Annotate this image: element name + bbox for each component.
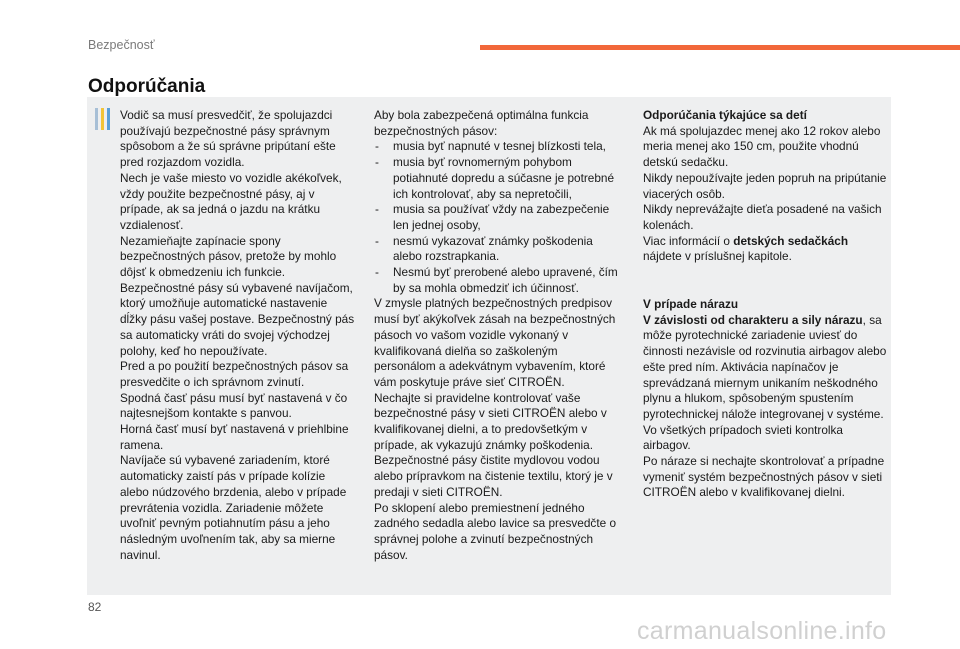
list-item: - musia byť napnuté v tesnej blízkosti tela, <box>375 139 606 154</box>
children-heading: Odporúčania týkajúce sa detí <box>643 108 807 122</box>
paragraph: Nechajte si pravidelne kontrolovať vaše bezpečnostné pásy v sieti CITROËN alebo v kvalifikovanej dielni, a to predovšetkým v prípade, ak vykazujú známky poškodenia. <box>374 390 607 452</box>
paragraph: Bezpečnostné pásy čistite mydlovou vodou alebo prípravkom na čistenie textilu, ktorý je v predaji v sieti CITROËN. <box>374 453 613 499</box>
paragraph: Vo všetkých prípadoch svieti kontrolka airbagov. <box>643 422 843 453</box>
list-item: - musia sa používať vždy na zabezpečenie len jednej osoby, <box>375 202 610 232</box>
paragraph: Bezpečnostné pásy sú vybavené navíjačom, ktorý umožňuje automatické nastavenie dĺžky pásu vašej postave. Bezpečnostný pás sa automaticky vráti do svojej východzej polohy, keď ho nepoužívate. <box>120 280 355 358</box>
note-marker-icon <box>95 108 115 130</box>
paragraph: Vodič sa musí presvedčiť, že spolujazdci používajú bezpečnostné pásy správnym spôsobom a že sú správne pripútaní ešte pred rozjazdom vozidla. <box>120 108 336 170</box>
paragraph: Nezamieňajte zapínacie spony bezpečnostných pásov, pretože by mohlo dôjsť k obmedzeniu ich funkcie. <box>120 233 337 280</box>
paragraph: V zmysle platných bezpečnostných predpisov musí byť akýkoľvek zásah na bezpečnostných pásoch vo vašom vozidle vykonaný v kvalifikovaná dielňa so zaškoleným personálom a adekvátnym vybavením, ktoré vám poskytuje práve sieť CITROËN. <box>374 296 616 389</box>
list-item: - musia byť rovnomerným pohybom potiahnuté dopredu a súčasne je potrebné ich kontrolovať, aby sa nepretočili, <box>375 155 615 201</box>
intro-text: Aby bola zabezpečená optimálna funkcia bezpečnostných pásov: <box>374 108 589 138</box>
list-item: - nesmú vykazovať známky poškodenia alebo rozstrapkania. <box>375 233 593 264</box>
paragraph: Navíjače sú vybavené zariadením, ktoré automaticky zaistí pás v prípade kolízie alebo núdzového brzdenia, alebo v prípade prevrátenia vozidla. Zariadenie môžete uvoľniť pevným potiahnutím pásu a jeho následným uvoľnením tak, aby sa mierne navinul. <box>120 453 347 562</box>
paragraph: Nech je vaše miesto vo vozidle akékoľvek, vždy použite bezpečnostné pásy, aj v prípade, ak sa jedná o jazdu na krátku vzdialenosť. <box>120 170 342 232</box>
page-title: Odporúčania <box>88 76 206 97</box>
paragraph: Pred a po použití bezpečnostných pásov sa presvedčite o ich správnom zvinutí. <box>120 359 349 389</box>
impact-heading: V prípade nárazu <box>643 297 739 312</box>
paragraph: Nikdy nepoužívajte jeden popruh na pripútanie viacerých osôb. <box>643 170 887 201</box>
paragraph: Po náraze si nechajte skontrolovať a prípadne vymeniť systém bezpečnostných pásov v sieti CITROËN alebo v kvalifikovanej dielni. <box>643 454 885 500</box>
paragraph: Ak má spolujazdec menej ako 12 rokov alebo meria menej ako 150 cm, použite vhodnú detskú sedačku. <box>643 123 881 170</box>
paragraph: Po sklopení alebo premiestnení jedného zadného sedadla alebo lavice sa presvedčte o správnej polohe a zvinutí bezpečnostných pásov. <box>374 500 617 562</box>
watermark: carmanualsonline.info <box>637 617 887 645</box>
paragraph: Nikdy neprevážajte dieťa posadené na vašich kolenách. <box>643 202 882 232</box>
header-accent-bar <box>480 45 960 50</box>
column-belt-function <box>374 108 622 563</box>
list-item: - Nesmú byť prerobené alebo upravené, čím by sa mohla obmedziť ich účinnosť. <box>375 265 618 295</box>
paragraph: Horná časť musí byť nastavená v priehlbine ramena. <box>120 422 349 452</box>
impact-text: V závislosti od charakteru a sily nárazu, sa môže pyrotechnické zariadenie uviesť do činnosti nezávisle od rozvinutia airbagov alebo ešte pred ním. Aktivácia napínačov je sprevádzaná miernym unikaním neškodného plynu a hlukom, spôsobeným spustením pyrotechnickej nálože integrovanej v systéme. <box>643 312 887 421</box>
column-driver-advice <box>120 108 356 563</box>
paragraph: Spodná časť pásu musí byť nastavená v čo najtesnejšom kontakte s panvou. <box>120 390 348 421</box>
section-label: Bezpečnosť <box>88 38 155 52</box>
page-number: 82 <box>88 600 102 614</box>
column-children-impact <box>643 108 887 501</box>
more-info-text: Viac informácií o detských sedačkách nájdete v príslušnej kapitole. <box>643 233 849 264</box>
